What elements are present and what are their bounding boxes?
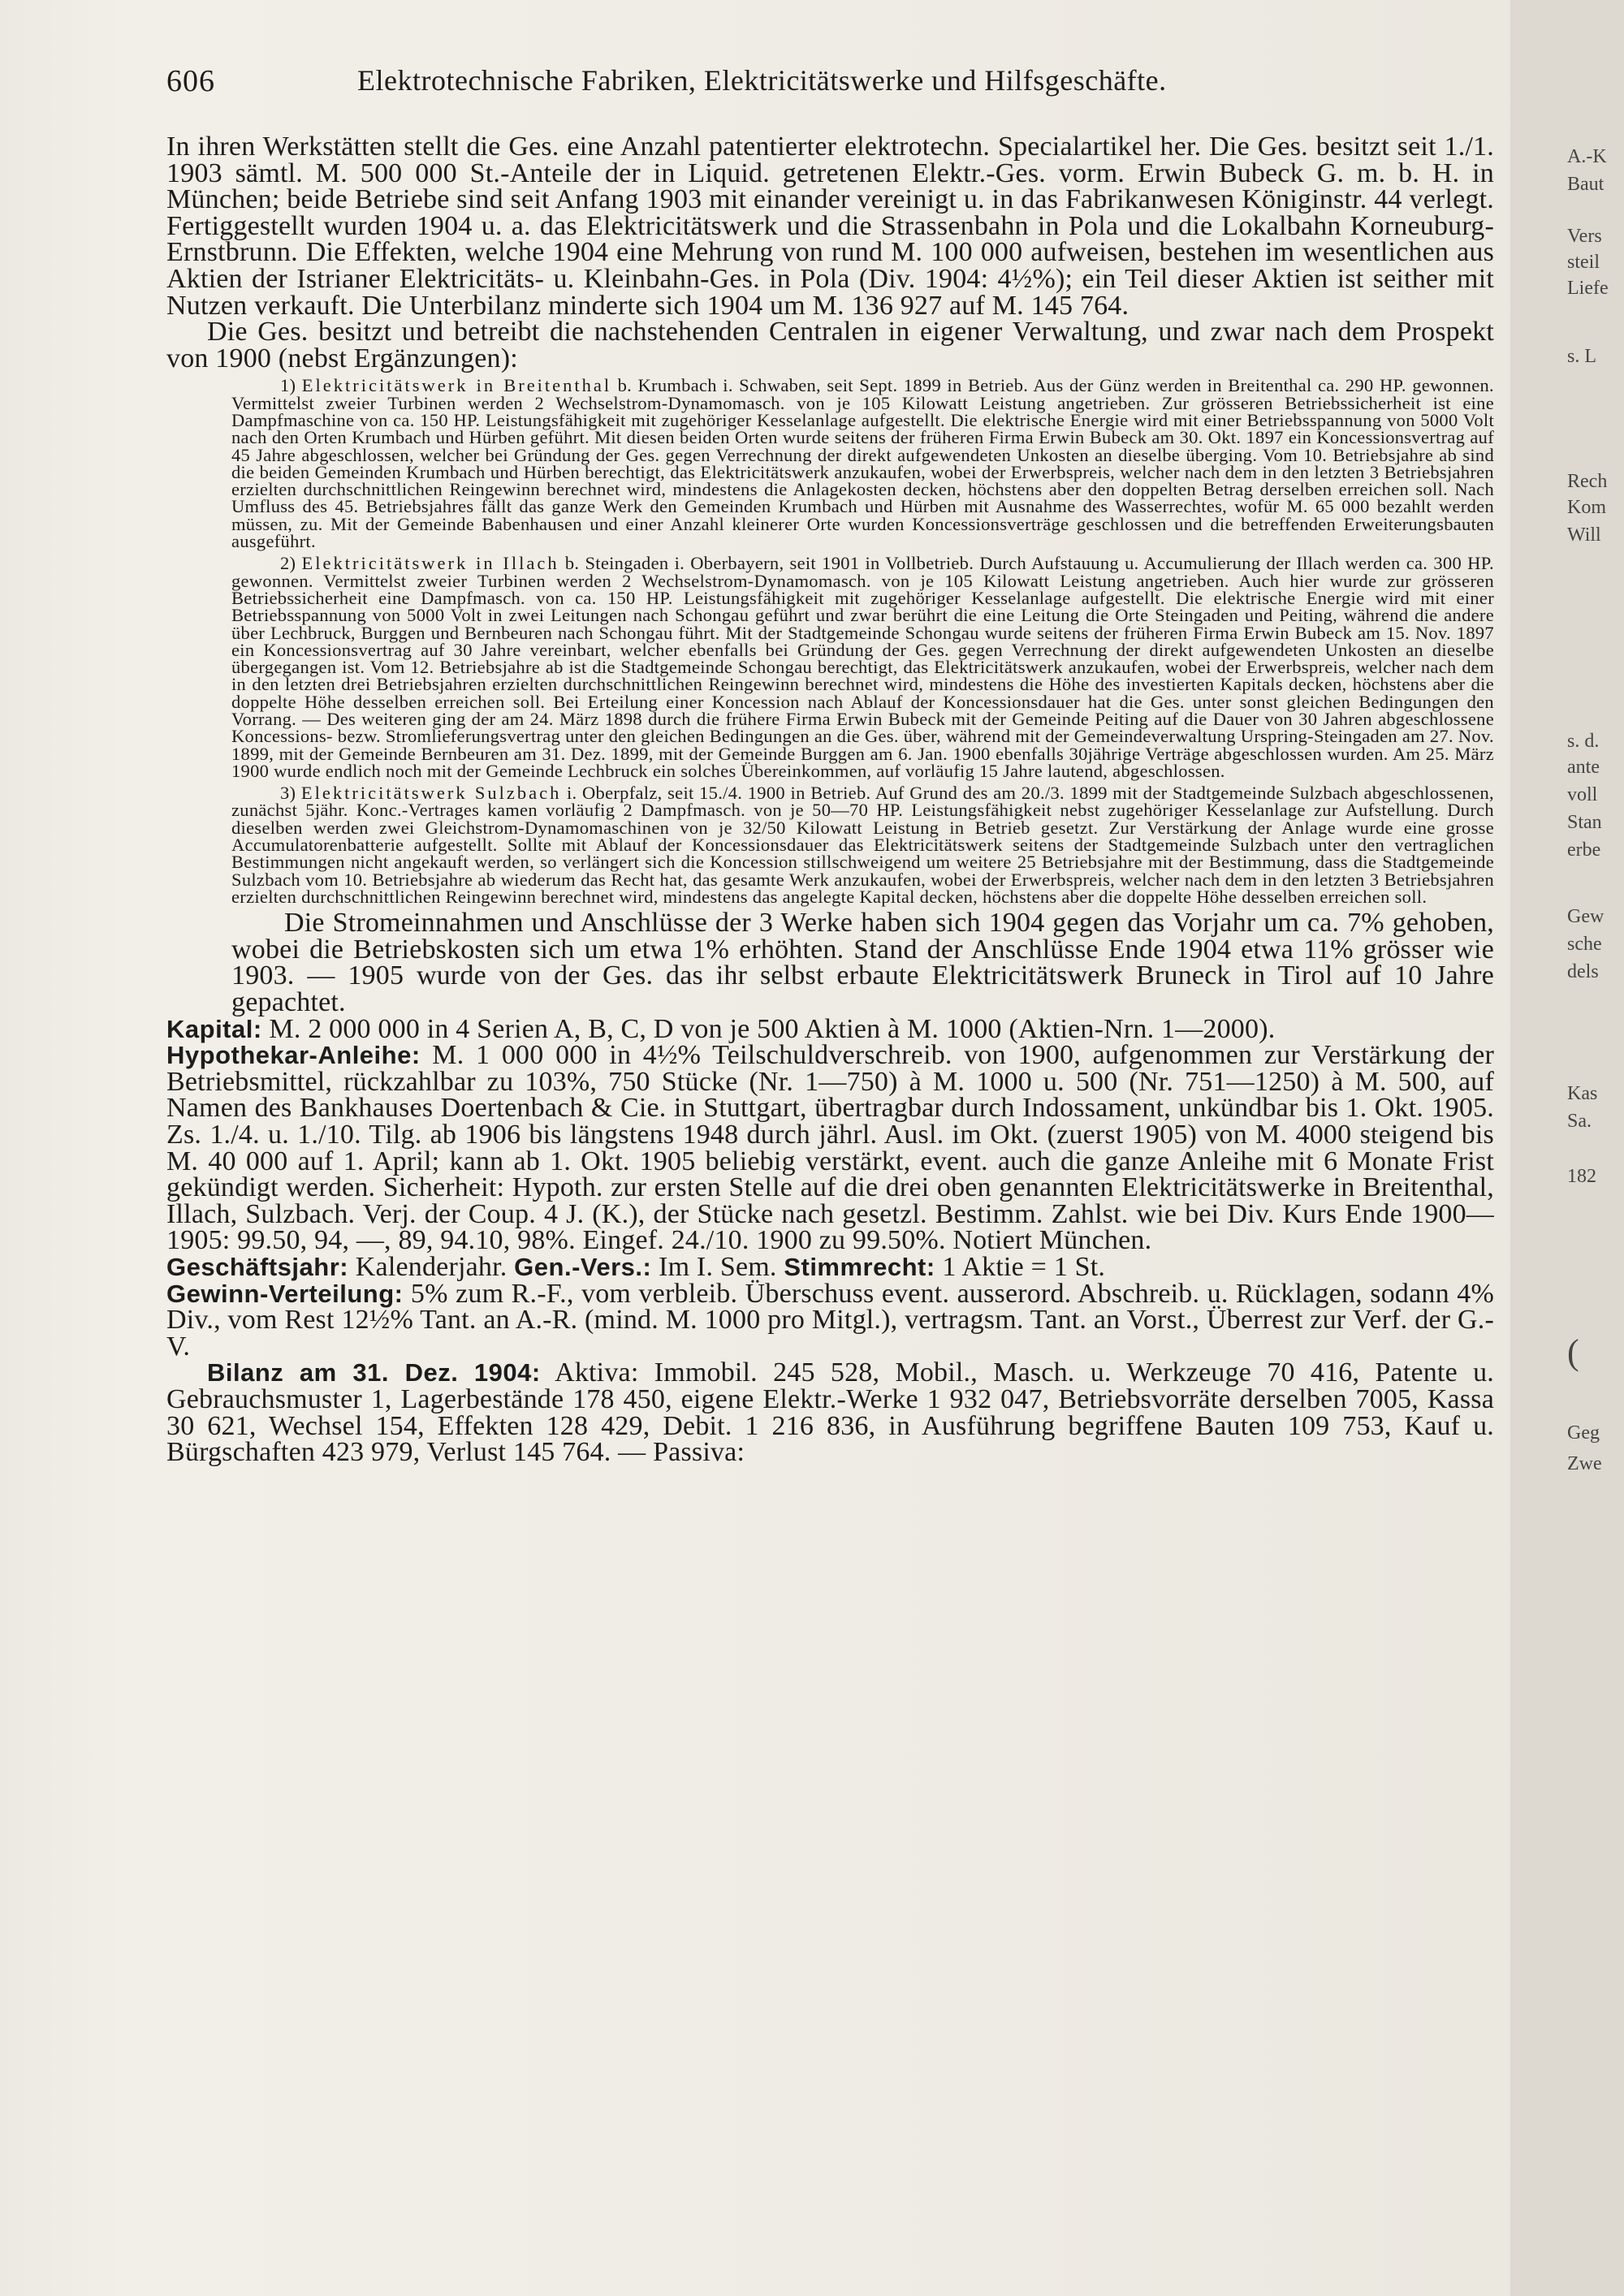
margin-fragment: Kas	[1567, 1083, 1598, 1104]
geschaeftsjahr-label: Geschäftsjahr:	[166, 1252, 349, 1281]
kapital-text: M. 2 000 000 in 4 Serien A, B, C, D von je 500 Aktien à M. 1000 (Aktien-Nrn. 1—2000).	[269, 1013, 1276, 1044]
margin-fragment: sche	[1567, 934, 1602, 955]
page-header	[166, 63, 1498, 112]
text-column	[166, 134, 1494, 1466]
margin-fragment: steil	[1567, 252, 1600, 273]
central-text: i. Oberpfalz, seit 15./4. 1900 in Betrieb. Auf Grund des am 20./3. 1899 mit der Stadtgemeinde Sulzbach abgeschlossenen, zunächst 5jähr. Konc.-Vertrages kamen vorläufig 2 Dampfmasch. von je 50—70 HP. Leistungsfähigkeit nebst zugehöriger Kesselanlage zur Aufstellung. Durch dieselben werden zwei Gleichstrom-Dynamomaschinen von je 32/50 Kilowatt Leistung in Betrieb gesetzt. Zur Verstärkung der Anlage wurde eine grosse Accumulatorenbatterie aufgestellt. Sollte mit Ablauf der Koncessionsdauer das Elektricitätswerk seitens der Stadtgemeinde Sulzbach unter den vertraglichen Bestimmungen nicht angekauft werden, so verlängert sich die Koncession stillschweigend um weitere 25 Betriebsjahre mit der Bestimmung, dass die Stadtgemeinde Sulzbach vom 10. Betriebsjahre ab wiederum das Recht hat, das gesamte Werk anzukaufen, wobei der Erwerbspreis, welcher nach dem in den letzten 3 Betriebsjahren erzielten durchschnittlichen Reingewinn berechnet wird, mindestens das angelegte Kapital decken, höchstens aber die doppelte Höhe desselben erreichen soll.	[231, 783, 1494, 907]
margin-fragment: Liefe	[1567, 278, 1609, 299]
margin-fragment: s. L	[1567, 346, 1596, 367]
bilanz-entry	[166, 1357, 1495, 1468]
central-number: 1)	[280, 375, 296, 396]
hypothek-entry	[166, 1042, 1494, 1254]
kapital-label: Kapital:	[166, 1014, 262, 1043]
central-number: 2)	[280, 553, 296, 574]
central-text: b. Steingaden i. Oberbayern, seit 1901 in Vollbetrieb. Durch Aufstauung u. Accumulierung der Illach werden ca. 300 HP. gewonnen. Vermittelst zweier Turbinen werden 2 Wechselstrom-Dynamomasch. von je 105 Kilowatt Leistung angetrieben. Auch hier wurde zur grösseren Betriebssicherheit eine Dampfmasch. von ca. 150 HP. Leistungsfähigkeit mit zugehöriger Kesselanlage aufgestellt. Die elektrische Energie wird mit einer Betriebsspannung von 5000 Volt in zwei Leitungen nach Schongau geführt und zwar berührt die eine Leitung die Orte Steingaden und Peiting, während die andere über Lechbruck, Burggen und Bernbeuren nach Schongau führt. Mit der Stadtgemeinde Schongau wurde seitens der früheren Firma Erwin Bubeck am 15. Nov. 1897 ein Koncessionsvertrag auf 30 Jahre vereinbart, welcher ebenfalls bei Gründung der Ges. gegen Verrechnung der direkt aufgewendeten Unkosten an dieselbe übergegangen ist. Vom 12. Betriebsjahre ab ist die Stadtgemeinde Schongau berechtigt, das Elektricitätswerk anzukaufen, wobei der Erwerbspreis, welcher nach dem in den letzten drei Betriebsjahren erzielten durchschnittlichen Reingewinn berechnet wird, mindestens die Höhe des investierten Kapitals decken, höchstens aber die doppelte Höhe desselben erreichen soll. Bei Erteilung einer Koncession nach Ablauf der Koncessionsdauer hat die Ges. unter sonst gleichen Bedingungen den Vorrang. — Des weiteren ging der am 24. März 1898 durch die frühere Firma Erwin Bubeck mit der Gemeinde Peiting auf die Dauer von 30 Jahren abgeschlossene Koncessions- bezw. Stromlieferungsvertrag unter den gleichen Bedingungen an die Ges. über, während mit der Gemeindeverwaltung Urspring-Steingaden am 27. Nov. 1899, mit der Gemeinde Bernbeuren am 31. Dez. 1899, mit der Gemeinde Burggen am 6. Jan. 1900 ebenfalls 30jährige Verträge abgeschlossen wurden. Am 25. März 1900 wurde endlich noch mit der Gemeinde Lechbruck ein solches Übereinkommen, auf vorläufig 15 Jahre lautend, abgeschlossen.	[231, 553, 1494, 781]
margin-fragment: Baut	[1567, 174, 1605, 195]
margin-fragment: Zwe	[1567, 1453, 1602, 1474]
margin-fragment: Rech	[1567, 471, 1608, 492]
central-entry-2	[231, 555, 1494, 779]
margin-fragment: dels	[1567, 961, 1599, 982]
margin-fragment: Kom	[1567, 497, 1606, 518]
genvers-text: Im I. Sem.	[659, 1251, 777, 1282]
margin-fragment: erbe	[1567, 839, 1601, 861]
central-entry-3	[231, 784, 1494, 905]
stimmrecht-text: 1 Aktie = 1 St.	[942, 1251, 1106, 1282]
margin-fragment: Sa.	[1567, 1111, 1592, 1132]
central-text: b. Krumbach i. Schwaben, seit Sept. 1899 in Betrieb. Aus der Günz werden in Breitenthal ca. 290 HP. gewonnen. Vermittelst zweier Turbinen werden 2 Wechselstrom-Dynamomasch. von je 105 Kilowatt Leistung angetrieben. Zur grösseren Betriebssicherheit ist eine Dampfmaschine von ca. 150 HP. Leistungsfähigkeit mit zugehöriger Kesselanlage aufgestellt. Die elektrische Energie wird mit einer Betriebsspannung von 5000 Volt nach den Orten Krumbach und Hürben geführt. Mit diesen beiden Orten wurde seitens der früheren Firma Erwin Bubeck am 30. Okt. 1897 ein Koncessionsvertrag auf 45 Jahre abgeschlossen, welcher bei Gründung der Ges. gegen Verrechnung der direkt aufgewendeten Unkosten an dieselbe überging. Vom 10. Betriebsjahre ab sind die beiden Gemeinden Krumbach und Hürben berechtigt, das Elektricitätswerk anzukaufen, wobei der Erwerbspreis, welcher nach dem in den letzten 3 Betriebsjahren erzielten durchschnittlichen Reingewinn berechnet wird, mindestens die Anlagekosten decken, höchstens aber den doppelten Betrag derselben erreichen soll. Nach Umfluss des 45. Betriebsjahres fällt das ganze Werk den Gemeinden Krumbach und Hürben mit Ausnahme des Wasserrechtes, wofür M. 65 000 bezahlt werden müssen, zu. Mit der Gemeinde Babenhausen und einer Anzahl kleinerer Orte wurden Koncessionsverträge geschlossen und die betreffenden Erweiterungsbauten ausgeführt.	[231, 375, 1494, 552]
central-name: Elektricitätswerk in Illach	[301, 553, 559, 574]
central-number: 3)	[280, 783, 296, 804]
kapital-entry	[166, 1013, 1494, 1044]
margin-fragment: ante	[1567, 757, 1600, 778]
intro-paragraph: In ihren Werkstätten stellt die Ges. eine Anzahl patentierter elektrotechn. Specialartikel her. Die Ges. besitzt seit 1./1. 1903 sämtl. M. 500 000 St.-Anteile der in Liquid. getretenen Elektr.-Ges. vorm. Erwin Bubeck G. m. b. H. in München; beide Betriebe sind seit Anfang 1903 mit einander vereinigt u. in das Fabrikanwesen Königinstr. 44 verlegt. Fertiggestellt wurden 1904 u. a. das Elektricitätswerk und die Strassenbahn in Pola und die Lokalbahn Korneuburg-Ernstbrunn. Die Effekten, welche 1904 eine Mehrung von rund M. 100 000 aufweisen, bestehen im wesentlichen aus Aktien der Istrianer Elektricitäts- u. Kleinbahn-Ges. in Pola (Div. 1904: 4½%); ein Teil dieser Aktien ist seither mit Nutzen verkauft. Die Unterbilanz minderte sich 1904 um M. 136 927 auf M. 145 764.	[166, 132, 1494, 321]
bilanz-label: Bilanz am 31. Dez. 1904:	[207, 1358, 541, 1388]
gewinn-label: Gewinn-Verteilung:	[166, 1279, 404, 1308]
margin-fragment: voll	[1567, 784, 1598, 805]
margin-fragment: A.-K	[1567, 146, 1607, 167]
running-title: Elektrotechnische Fabriken, Elektricitätswerke und Hilfsgeschäfte.	[357, 64, 1167, 97]
page-number: 606	[166, 64, 215, 98]
margin-fragment: 182	[1567, 1166, 1596, 1187]
margin-fragment: Stan	[1567, 812, 1602, 833]
bilanz-text: Aktiva: Immobil. 245 528, Mobil., Masch. u. Werkzeuge 70 416, Patente u. Gebrauchsmuster 1, Lagerbestände 178 450, eigene Elektr.-Werke 1 932 047, Betriebsvorräte derselben 7005, Kassa 30 621, Wechsel 154, Effekten 128 429, Debit. 1 216 836, in Ausführung begriffene Bauten 109 753, Kauf u. Bürgschaften 423 979, Verlust 145 764. — Passiva:	[166, 1357, 1495, 1468]
margin-fragment: Will	[1567, 524, 1601, 546]
stimmrecht-label: Stimmrecht:	[784, 1252, 935, 1281]
genvers-label: Gen.-Vers.:	[514, 1252, 652, 1281]
margin-fragment: Vers	[1567, 226, 1602, 247]
central-name: Elektricitätswerk in Breitenthal	[301, 375, 612, 396]
geschaeftsjahr-text: Kalenderjahr.	[355, 1251, 508, 1282]
central-entry-1	[231, 377, 1494, 550]
gewinn-text: 5% zum R.-F., vom verbleib. Überschuss event. ausserord. Abschreib. u. Rücklagen, sodann 4% Div., vom Rest 12½% Tant. an A.-R. (mind. M. 1000 pro Mitgl.), vertragsm. Tant. an Vorst., Überrest zur Verf. der G.-V.	[166, 1278, 1494, 1362]
current-income-paragraph: Die Stromeinnahmen und Anschlüsse der 3 Werke haben sich 1904 gegen das Vorjahr um ca. 7% gehoben, wobei die Betriebskosten sich um etwa 1% erhöhten. Stand der Anschlüsse Ende 1904 etwa 11% grösser wie 1903. — 1905 wurde von der Ges. das ihr selbst erbaute Elektricitätswerk Bruneck in Tirol auf 10 Jahre gepachtet.	[231, 908, 1494, 1018]
hypothek-text: M. 1 000 000 in 4½% Teilschuldverschreib. von 1900, aufgenommen zur Verstärkung der Betriebsmittel, rückzahlbar zu 103%, 750 Stücke (Nr. 1—750) à M. 1000 u. 500 (Nr. 751—1250) à M. 500, auf Namen des Bankhauses Doertenbach & Cie. in Stuttgart, übertragbar durch Indossament, unkündbar bis 1. Okt. 1905. Zs. 1./4. u. 1./10. Tilg. ab 1906 bis längstens 1948 durch jährl. Ausl. im Okt. (zuerst 1905) von M. 4000 steigend bis M. 40 000 auf 1. April; kann ab 1. Okt. 1905 beliebig verstärkt, event. auch die ganze Anleihe mit 6 Monate Frist gekündigt werden. Sicherheit: Hypoth. zur ersten Stelle auf die drei oben genannten Elektricitätswerke in Breitenthal, Illach, Sulzbach. Verj. der Coup. 4 J. (K.), der Stücke nach gesetzl. Bestimm. Zahlst. wie bei Div. Kurs Ende 1900—1905: 99.50, 94, —, 89, 94.10, 98%. Eingef. 24./10. 1900 zu 99.50%. Notiert München.	[166, 1040, 1495, 1256]
margin-fragment: (	[1567, 1332, 1579, 1372]
hypothek-label: Hypothekar-Anleihe:	[166, 1041, 421, 1070]
centrals-intro-paragraph: Die Ges. besitzt und betreibt die nachstehenden Centralen in eigener Verwaltung, und zwar nach dem Prospekt von 1900 (nebst Ergänzungen):	[166, 317, 1494, 373]
margin-fragment: Geg	[1567, 1422, 1600, 1444]
geschaeftsjahr-entry	[166, 1251, 1494, 1282]
margin-fragment: s. d.	[1567, 731, 1600, 752]
gewinn-entry	[166, 1278, 1494, 1362]
margin-fragment: Gew	[1567, 906, 1605, 927]
central-name: Elektricitätswerk Sulzbach	[300, 783, 562, 804]
adjacent-page-fragments	[1567, 0, 1624, 2296]
